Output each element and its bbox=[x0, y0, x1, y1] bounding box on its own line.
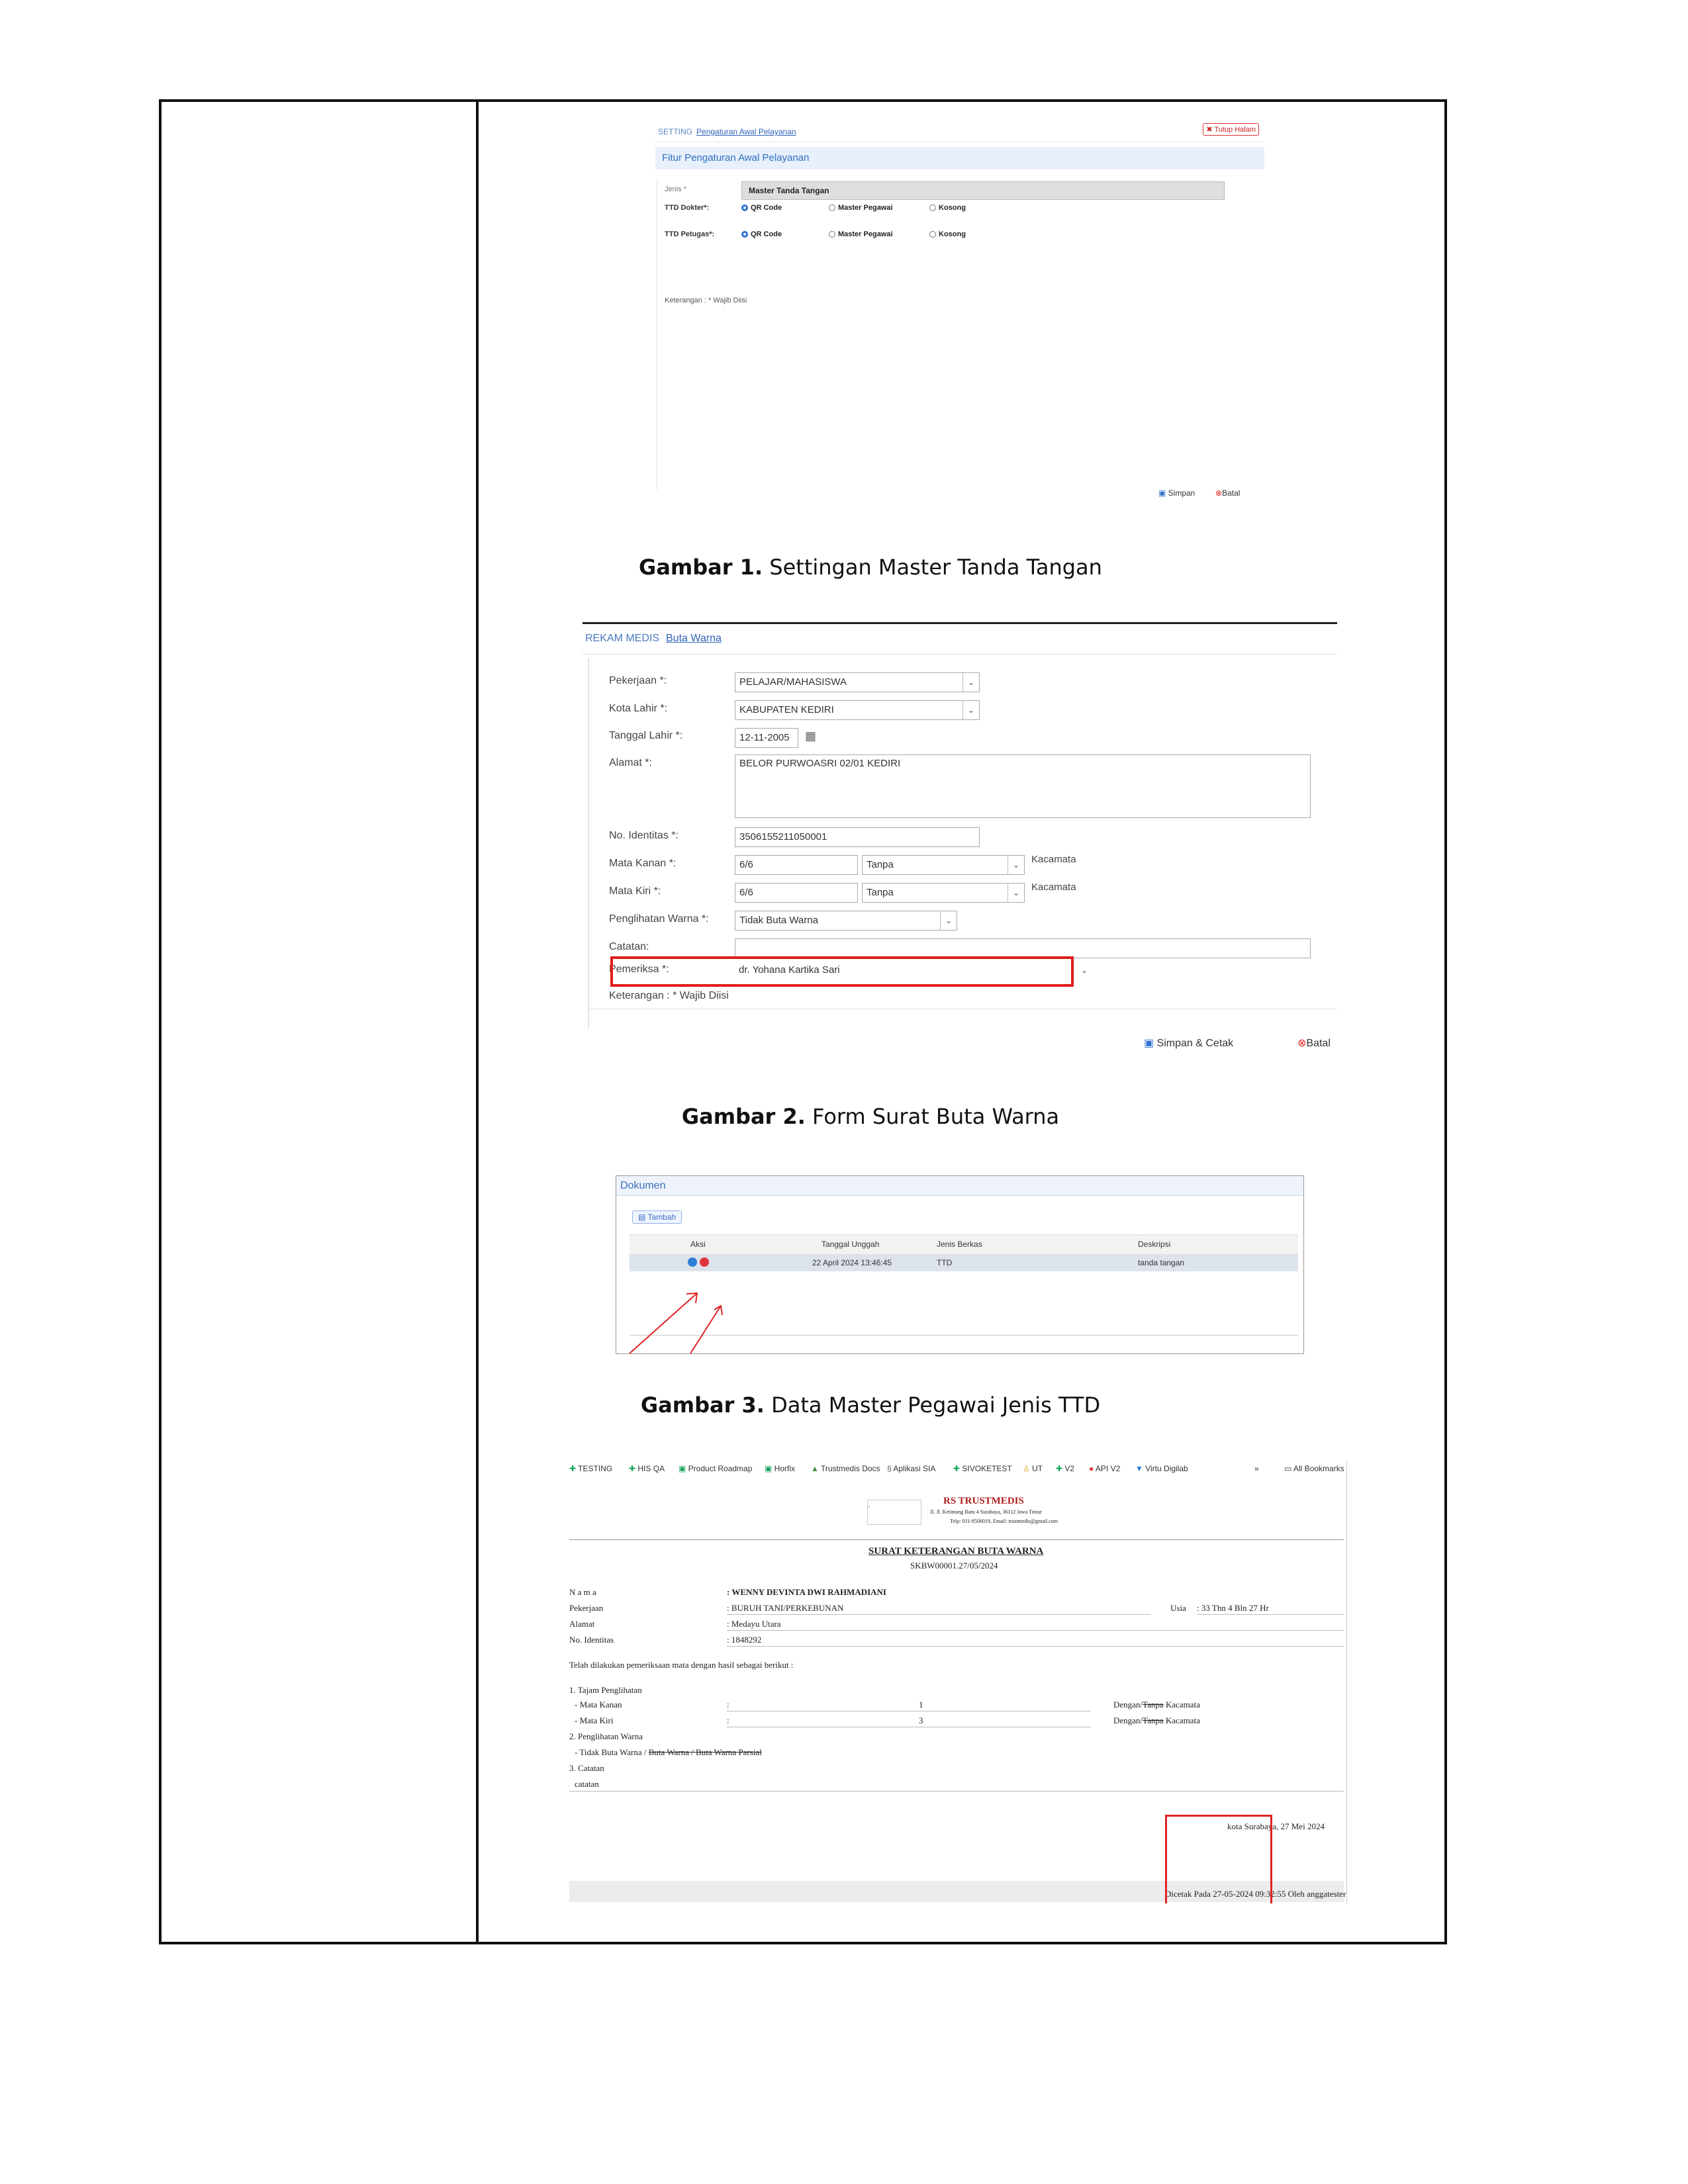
cross-icon: ✚ bbox=[953, 1464, 962, 1473]
mata-kanan-colon: : bbox=[727, 1700, 729, 1709]
warna-result: - Tidak Buta Warna / Buta Warna / Buta Warna Parsial bbox=[575, 1747, 762, 1757]
mata-kiri-kacamata: Dengan/Tanpa Kacamata bbox=[1113, 1715, 1200, 1725]
tanggal-lahir-label: Tanggal Lahir *: bbox=[609, 730, 683, 741]
fig2-left-border bbox=[588, 658, 589, 1028]
cell-tanggal: 22 April 2024 13:46:45 bbox=[812, 1258, 892, 1267]
flask-icon: ♙ bbox=[1023, 1464, 1033, 1473]
col-jenis: Jenis Berkas bbox=[937, 1240, 982, 1249]
no-identitas-underline bbox=[727, 1646, 1344, 1647]
all-bookmarks[interactable]: ▭ All Bookmarks bbox=[1284, 1464, 1344, 1473]
catatan-label: Catatan: bbox=[609, 941, 649, 952]
close-icon: ✖ bbox=[1206, 126, 1215, 134]
col-tanggal: Tanggal Unggah bbox=[821, 1240, 880, 1249]
column-divider bbox=[476, 102, 479, 1942]
bookmark-horfix[interactable]: ▣ Horfix bbox=[765, 1464, 796, 1473]
app-icon: § bbox=[887, 1464, 894, 1473]
pekerjaan-label: Pekerjaan bbox=[569, 1603, 604, 1613]
chevron-down-icon: ⌄ bbox=[962, 701, 979, 719]
bookmark-testing[interactable]: ✚ TESTING bbox=[569, 1464, 613, 1473]
sheet-icon: ▣ bbox=[679, 1464, 688, 1473]
bookmark-bar bbox=[563, 1460, 1350, 1477]
col-deskripsi: Deskripsi bbox=[1138, 1240, 1171, 1249]
dokumen-header: Dokumen bbox=[616, 1176, 1303, 1196]
fig1-breadcrumb bbox=[655, 119, 1264, 142]
mata-kanan-kacamata-text: Kacamata bbox=[1031, 854, 1076, 865]
crumb-pengaturan[interactable]: Pengaturan Awal Pelayanan bbox=[696, 127, 796, 136]
folder-icon: ▭ bbox=[1284, 1464, 1294, 1473]
hospital-address: Jl. Jl. Ketintang Baru 4 Surabaya, 36112 Jawa Timur bbox=[930, 1509, 1042, 1515]
alamat-label: Alamat *: bbox=[609, 757, 652, 768]
crumb-setting[interactable]: SETTING bbox=[658, 127, 693, 136]
letterhead-rule bbox=[569, 1539, 1344, 1540]
hospital-name: RS TRUSTMEDIS bbox=[943, 1496, 1024, 1506]
nama-value: : WENNY DEVINTA DWI RAHMADIANI bbox=[727, 1587, 886, 1597]
save-icon: ▣ bbox=[1158, 488, 1168, 498]
mata-kanan-kacamata: Dengan/Tanpa Kacamata bbox=[1113, 1700, 1200, 1709]
no-identitas-input[interactable]: 3506155211050001 bbox=[735, 827, 980, 847]
pekerjaan-underline bbox=[727, 1614, 1150, 1615]
bookmark-product-roadmap[interactable]: ▣ Product Roadmap bbox=[679, 1464, 753, 1473]
bookmark-his-qa[interactable]: ✚ HIS QA bbox=[629, 1464, 665, 1473]
mata-kiri-label: - Mata Kiri bbox=[575, 1715, 614, 1725]
fig2-form-screenshot bbox=[583, 622, 1337, 1059]
caption-gambar-3: Gambar 3. Data Master Pegawai Jenis TTD bbox=[640, 1392, 1101, 1418]
radio-icon bbox=[929, 205, 936, 211]
arrow-line-1 bbox=[630, 1293, 697, 1353]
bookmark-aplikasi-sia[interactable]: § Aplikasi SIA bbox=[887, 1464, 936, 1473]
chevron-down-icon: ⌄ bbox=[940, 911, 957, 930]
crumb-buta-warna[interactable]: Buta Warna bbox=[666, 633, 722, 644]
hospital-logo-placeholder bbox=[867, 1500, 921, 1525]
alamat-value: : Medayu Utara bbox=[727, 1619, 781, 1629]
surat-title: SURAT KETERANGAN BUTA WARNA bbox=[868, 1546, 1044, 1557]
pemeriksa-select[interactable]: dr. Yohana Kartika Sari ⌄ bbox=[735, 961, 1092, 981]
broken-image-icon: ▫ bbox=[868, 1504, 870, 1511]
section-catatan: 3. Catatan bbox=[569, 1763, 604, 1773]
radio-checked-icon bbox=[741, 231, 748, 238]
jenis-field[interactable]: Master Tanda Tangan bbox=[741, 181, 1225, 200]
fig1-keterangan: Keterangan : * Wajib Diisi bbox=[665, 296, 747, 304]
section-tajam: 1. Tajam Penglihatan bbox=[569, 1685, 642, 1695]
caption-gambar-2: Gambar 2. Form Surat Buta Warna bbox=[681, 1104, 1060, 1129]
alamat-textarea[interactable]: BELOR PURWOASRI 02/01 KEDIRI bbox=[735, 754, 1311, 818]
tambah-button[interactable]: ▤ Tambah bbox=[632, 1210, 682, 1224]
simpan-button[interactable]: ▣ Simpan bbox=[1158, 488, 1196, 498]
bookmark-sivoketest[interactable]: ✚ SIVOKETEST bbox=[953, 1464, 1012, 1473]
no-identitas-label: No. Identitas *: bbox=[609, 830, 679, 841]
mata-kiri-kacamata-select[interactable]: Tanpa ⌄ bbox=[862, 883, 1025, 903]
caption-gambar-1: Gambar 1. Settingan Master Tanda Tangan bbox=[639, 555, 1102, 580]
add-file-icon: ▤ bbox=[638, 1212, 648, 1222]
col-aksi: Aksi bbox=[690, 1240, 706, 1249]
simpan-cetak-button[interactable]: ▣ Simpan & Cetak bbox=[1144, 1038, 1234, 1049]
dokter-radio-kosong[interactable]: Kosong bbox=[929, 204, 966, 212]
kota-lahir-select[interactable]: KABUPATEN KEDIRI ⌄ bbox=[735, 700, 980, 720]
usia-label: Usia bbox=[1170, 1603, 1186, 1613]
mata-kiri-value: 3 bbox=[919, 1715, 923, 1725]
page-right-edge bbox=[1346, 1460, 1347, 1903]
mata-kanan-kacamata-select[interactable]: Tanpa ⌄ bbox=[862, 855, 1025, 875]
pekerjaan-label: Pekerjaan *: bbox=[609, 675, 667, 686]
batal-button[interactable]: ⊗Batal bbox=[1297, 1038, 1331, 1049]
bookmark-api-v2[interactable]: ● API V2 bbox=[1089, 1464, 1121, 1473]
cross-icon: ✚ bbox=[629, 1464, 638, 1473]
mata-kanan-label: Mata Kanan *: bbox=[609, 858, 677, 869]
bookmark-v2[interactable]: ✚ V2 bbox=[1056, 1464, 1075, 1473]
crumb-rekam-medis[interactable]: REKAM MEDIS bbox=[585, 633, 660, 644]
cross-icon: ✚ bbox=[569, 1464, 579, 1473]
mata-kanan-input[interactable]: 6/6 bbox=[735, 855, 858, 875]
bookmark-virtu-digilab[interactable]: ▼ Virtu Digilab bbox=[1135, 1464, 1188, 1473]
stop-icon: ● bbox=[1089, 1464, 1096, 1473]
pekerjaan-value: : BURUH TANI/PERKEBUNAN bbox=[727, 1603, 844, 1613]
cell-deskripsi: tanda tangan bbox=[1138, 1258, 1185, 1267]
fig4-surat-screenshot bbox=[563, 1460, 1350, 1903]
chevron-down-icon: ⌄ bbox=[1008, 884, 1024, 902]
mata-kanan-value: 1 bbox=[919, 1700, 923, 1709]
jenis-label: Jenis * bbox=[665, 185, 687, 193]
petugas-radio-qr[interactable]: QR Code bbox=[741, 230, 782, 238]
heart-icon: ▼ bbox=[1135, 1464, 1146, 1473]
intro-text: Telah dilakukan pemeriksaan mata dengan hasil sebagai berikut : bbox=[569, 1660, 794, 1670]
ttd-petugas-label: TTD Petugas*: bbox=[665, 230, 715, 238]
kota-lahir-label: Kota Lahir *: bbox=[609, 703, 668, 714]
dokter-radio-master[interactable]: Master Pegawai bbox=[829, 204, 893, 212]
pemeriksa-highlight-box bbox=[610, 956, 1074, 987]
close-page-button[interactable]: ✖ Tutup Halam bbox=[1203, 123, 1259, 136]
no-identitas-value: : 1848292 bbox=[727, 1635, 762, 1645]
alamat-underline bbox=[727, 1630, 1344, 1631]
alamat-label: Alamat bbox=[569, 1619, 595, 1629]
mata-kiri-colon: : bbox=[727, 1715, 729, 1725]
drive-icon: ▲ bbox=[811, 1464, 821, 1473]
annotation-arrows bbox=[616, 1176, 1305, 1355]
pemeriksa-label: Pemeriksa *: bbox=[609, 964, 669, 975]
penglihatan-warna-select[interactable]: Tidak Buta Warna ⌄ bbox=[735, 911, 957, 931]
fig1-settings-screenshot bbox=[655, 119, 1264, 503]
cell-jenis: TTD bbox=[937, 1258, 953, 1267]
bookmark-ut[interactable]: ♙ UT bbox=[1023, 1464, 1043, 1473]
fig2-keterangan: Keterangan : * Wajib Diisi bbox=[609, 990, 729, 1001]
dokter-radio-qr[interactable]: QR Code bbox=[741, 204, 782, 212]
petugas-radio-master[interactable]: Master Pegawai bbox=[829, 230, 893, 238]
pekerjaan-select[interactable]: PELAJAR/MAHASISWA ⌄ bbox=[735, 672, 980, 692]
fig1-section-title: Fitur Pengaturan Awal Pelayanan bbox=[655, 147, 1264, 169]
mata-kanan-label: - Mata Kanan bbox=[575, 1700, 622, 1709]
mata-kiri-input[interactable]: 6/6 bbox=[735, 883, 858, 903]
fig3-dokumen-screenshot bbox=[616, 1175, 1304, 1354]
calendar-icon[interactable]: ▦ bbox=[805, 729, 817, 743]
surat-number: SKBW00001.27/05/2024 bbox=[910, 1561, 998, 1570]
chevron-down-icon: ⌄ bbox=[962, 673, 979, 692]
usia-underline bbox=[1197, 1614, 1344, 1615]
penglihatan-warna-label: Penglihatan Warna *: bbox=[609, 913, 709, 925]
petugas-radio-kosong[interactable]: Kosong bbox=[929, 230, 966, 238]
catatan-value: catatan bbox=[575, 1779, 599, 1789]
fig2-top-rule bbox=[583, 622, 1337, 624]
cancel-icon: ⊗ bbox=[1297, 1038, 1307, 1049]
signature-highlight-box bbox=[1165, 1815, 1272, 1903]
catatan-underline bbox=[569, 1791, 1344, 1792]
save-icon: ▣ bbox=[1144, 1038, 1157, 1049]
bookmark-trustmedis-docs[interactable]: ▲ Trustmedis Docs bbox=[811, 1464, 880, 1473]
mata-kiri-label: Mata Kiri *: bbox=[609, 886, 661, 897]
radio-icon bbox=[929, 231, 936, 238]
catatan-input[interactable] bbox=[735, 938, 1311, 958]
cross-icon: ✚ bbox=[1056, 1464, 1065, 1473]
hospital-contact: Telp: 031-8508019, Email: trustmedis@gmail.com bbox=[950, 1518, 1058, 1524]
ttd-dokter-label: TTD Dokter*: bbox=[665, 204, 710, 212]
section-warna: 2. Penglihatan Warna bbox=[569, 1731, 643, 1741]
arrow-line-2 bbox=[690, 1306, 721, 1353]
nama-label: N a m a bbox=[569, 1587, 596, 1597]
cancel-icon: ⊗ bbox=[1215, 488, 1223, 498]
chevron-down-icon: ⌄ bbox=[1080, 966, 1088, 975]
chevron-down-icon: ⌄ bbox=[1008, 856, 1024, 874]
print-footer-text: Dicetak Pada 27-05-2024 09:32:55 Oleh anggatester bbox=[1165, 1889, 1346, 1899]
tanggal-lahir-input[interactable]: 12-11-2005 bbox=[735, 728, 798, 748]
radio-icon bbox=[829, 205, 835, 211]
overflow-icon[interactable]: » bbox=[1254, 1464, 1259, 1473]
radio-checked-icon bbox=[741, 205, 748, 211]
batal-button[interactable]: ⊗Batal bbox=[1215, 488, 1241, 498]
radio-icon bbox=[829, 231, 835, 238]
no-identitas-label: No. Identitas bbox=[569, 1635, 614, 1645]
mata-kiri-kacamata-text: Kacamata bbox=[1031, 882, 1076, 893]
fig2-crumb-divider bbox=[583, 654, 1337, 655]
sheet-icon: ▣ bbox=[765, 1464, 774, 1473]
usia-value: : 33 Thn 4 Bln 27 Hr bbox=[1197, 1603, 1269, 1613]
kota-tanggal: kota Surabaya, 27 Mei 2024 bbox=[1227, 1821, 1325, 1831]
